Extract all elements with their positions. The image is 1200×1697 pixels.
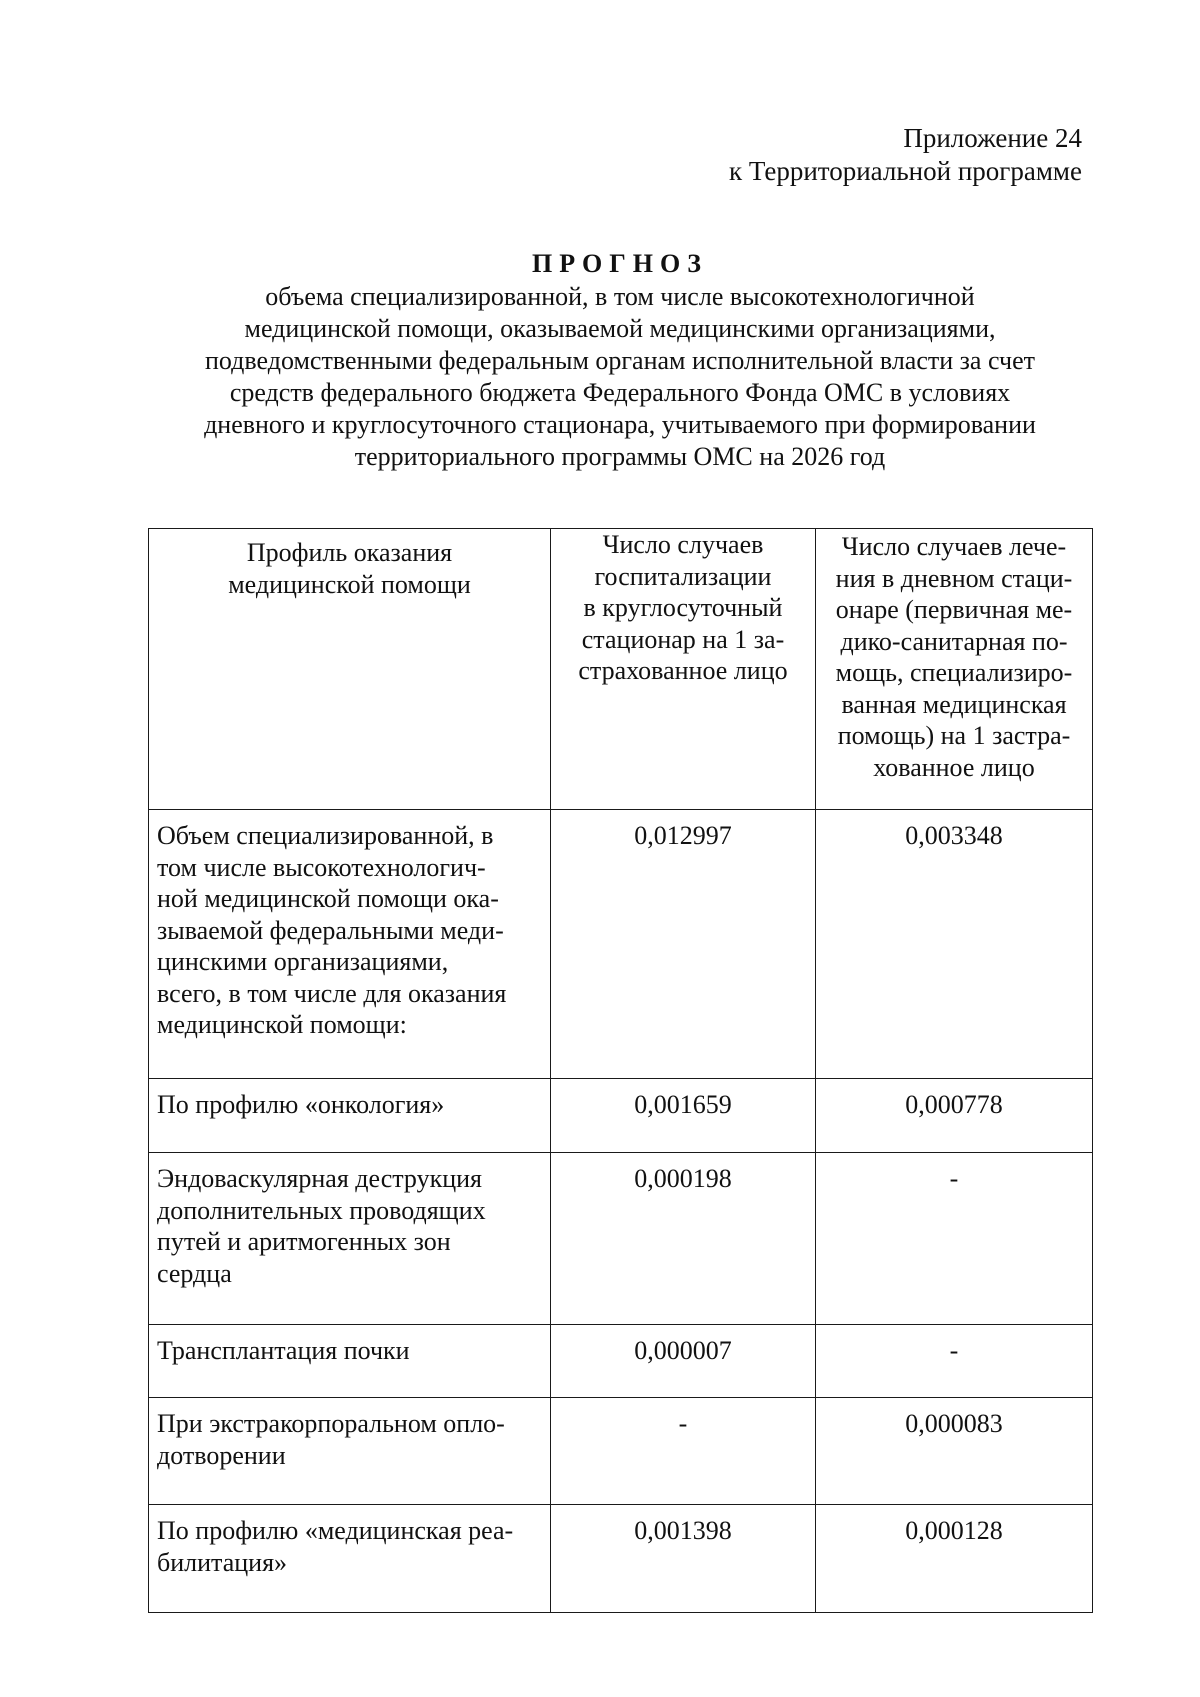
- row-profile-line: По профилю «онкология»: [157, 1090, 445, 1119]
- subtitle-line: объема специализированной, в том числе высокотехнологичной: [265, 282, 975, 311]
- row-profile-line: Трансплантация почки: [157, 1336, 410, 1365]
- header-line: Число случаев: [602, 530, 764, 559]
- subtitle-line: территориального программы ОМС на 2026 год: [354, 442, 886, 471]
- row-hospitalization-value: 0,000198: [551, 1153, 816, 1325]
- header-cell-profile: [149, 529, 551, 810]
- table-row: [149, 1505, 1093, 1613]
- header-line: ния в дневном стаци-: [835, 563, 1073, 593]
- table-row: [149, 1325, 1093, 1398]
- appendix-header: [729, 122, 1082, 188]
- header-line: медицинской помощи: [228, 569, 471, 599]
- row-profile-line: сердца: [157, 1258, 232, 1288]
- row-profile-line: Эндоваскулярная деструкция: [157, 1164, 482, 1193]
- subtitle-line: подведомственными федеральным органам исполнительной власти за счет: [205, 346, 1035, 375]
- row-profile-line: зываемой федеральными меди-: [157, 915, 504, 945]
- row-profile-cell: [149, 1079, 551, 1153]
- appendix-reference: к Территориальной программе: [729, 156, 1082, 186]
- row-profile-line: медицинской помощи:: [157, 1010, 407, 1039]
- header-line: Число случаев лече-: [841, 532, 1067, 561]
- header-line: Профиль оказания: [246, 538, 453, 567]
- header-cell-hospitalization: [551, 529, 816, 810]
- row-profile-line: путей и аритмогенных зон: [157, 1227, 451, 1256]
- header-line: ванная медицинская: [841, 689, 1067, 719]
- row-profile-line: всего, в том числе для оказания: [157, 978, 507, 1008]
- row-hospitalization-value: 0,012997: [551, 810, 816, 1079]
- row-profile-cell: [149, 1325, 551, 1398]
- row-hospitalization-value: -: [551, 1398, 816, 1505]
- row-profile-line: билитация»: [157, 1547, 288, 1577]
- subtitle-line: средств федерального бюджета Федерального Фонда ОМС в условиях: [229, 378, 1011, 407]
- row-profile-cell: [149, 1398, 551, 1505]
- row-profile-line: цинскими организациями,: [157, 947, 449, 976]
- row-profile-cell: [149, 810, 551, 1079]
- header-line: стационар на 1 за-: [581, 624, 785, 654]
- header-line: госпитализации: [594, 561, 772, 591]
- row-profile-line: том числе высокотехнологич-: [157, 852, 486, 882]
- header-cell-day-hospital: [816, 529, 1093, 810]
- forecast-table: [148, 528, 1093, 1613]
- row-profile-line: ной медицинской помощи ока-: [157, 884, 499, 913]
- appendix-number: Приложение 24: [903, 123, 1082, 153]
- row-hospitalization-value: 0,000007: [551, 1325, 816, 1398]
- row-hospitalization-value: 0,001659: [551, 1079, 816, 1153]
- row-profile-cell: [149, 1153, 551, 1325]
- row-profile-line: Объем специализированной, в: [157, 821, 494, 850]
- table-row: [149, 1079, 1093, 1153]
- document-subtitle: [140, 281, 1100, 473]
- header-line: страхованное лицо: [578, 656, 788, 685]
- table-header-row: [149, 529, 1093, 810]
- subtitle-line: дневного и круглосуточного стационара, учитываемого при формировании: [204, 410, 1036, 439]
- table-row: [149, 810, 1093, 1079]
- header-line: в круглосуточный: [583, 593, 783, 622]
- row-day-hospital-value: 0,000083: [816, 1398, 1093, 1505]
- row-profile-line: По профилю «медицинская реа-: [157, 1516, 514, 1545]
- row-day-hospital-value: -: [816, 1325, 1093, 1398]
- row-day-hospital-value: 0,000128: [816, 1505, 1093, 1613]
- row-profile-line: При экстракорпоральном опло-: [157, 1409, 505, 1438]
- table-row: [149, 1398, 1093, 1505]
- document-title: ПРОГНОЗ: [532, 249, 708, 278]
- subtitle-line: медицинской помощи, оказываемой медицинскими организациями,: [244, 314, 996, 343]
- row-day-hospital-value: 0,000778: [816, 1079, 1093, 1153]
- header-line: мощь, специализиро-: [835, 658, 1073, 687]
- row-hospitalization-value: 0,001398: [551, 1505, 816, 1613]
- header-line: хованное лицо: [873, 752, 1035, 782]
- row-day-hospital-value: 0,003348: [816, 810, 1093, 1079]
- row-profile-line: дотворении: [157, 1440, 286, 1470]
- header-line: дико-санитарная по-: [840, 626, 1068, 656]
- header-line: онаре (первичная ме-: [835, 595, 1073, 624]
- table-row: [149, 1153, 1093, 1325]
- row-day-hospital-value: -: [816, 1153, 1093, 1325]
- row-profile-cell: [149, 1505, 551, 1613]
- header-line: помощь) на 1 застра-: [837, 721, 1071, 750]
- row-profile-line: дополнительных проводящих: [157, 1195, 486, 1225]
